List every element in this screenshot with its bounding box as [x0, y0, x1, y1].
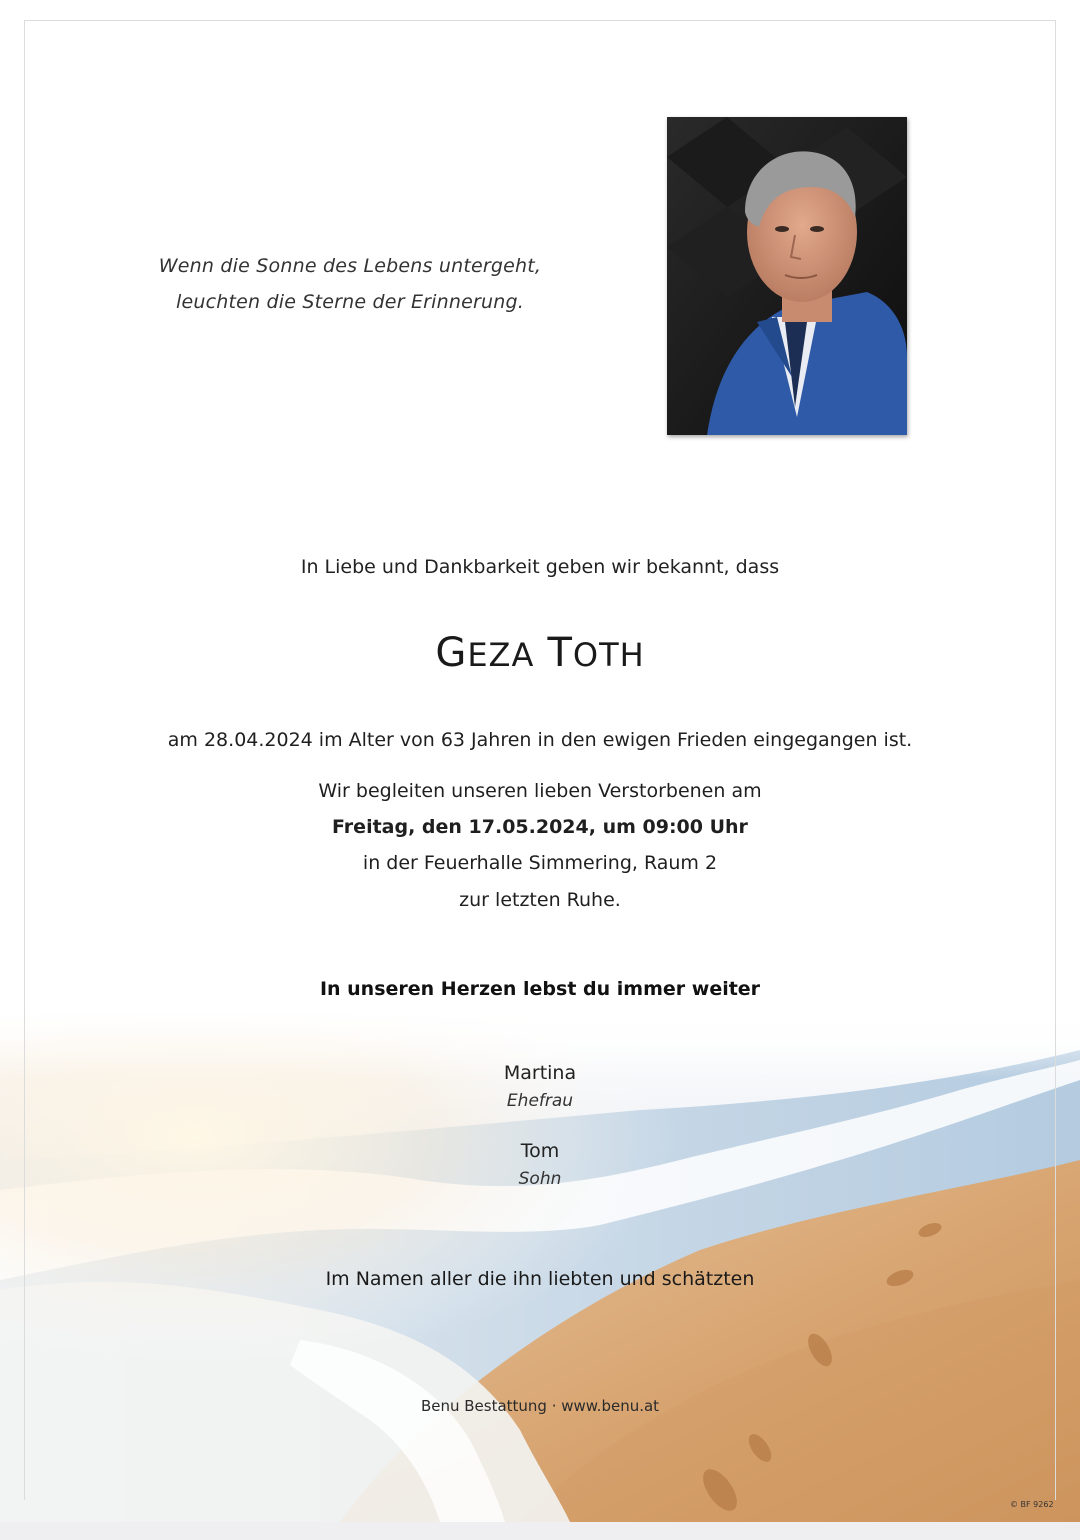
closing-line: Im Namen aller die ihn liebten und schätzten: [325, 1268, 755, 1290]
ceremony-date: Freitag, den 17.05.2024, um 09:00 Uhr: [332, 816, 748, 838]
ceremony-venue: in der Feuerhalle Simmering, Raum 2: [362, 852, 718, 874]
last-name-initial: T: [547, 630, 573, 676]
portrait-photo: [667, 117, 907, 435]
quote-line-2: leuchten die Sterne der Erinnerung.: [175, 291, 525, 313]
image-code: © BF 9262: [1010, 1500, 1054, 1509]
mourner-role: Sohn: [518, 1169, 562, 1189]
death-details: am 28.04.2024 im Alter von 63 Jahren in den ewigen Frieden eingegangen ist.: [167, 729, 913, 751]
bottom-strip: [0, 1522, 1080, 1540]
ceremony-rest: zur letzten Ruhe.: [459, 889, 621, 911]
mourner-name: Tom: [520, 1140, 560, 1162]
first-name-rest: EZA: [467, 636, 535, 674]
announcement-intro: In Liebe und Dankbarkeit geben wir bekannt, dass: [300, 556, 780, 578]
first-name-initial: G: [435, 630, 468, 676]
mourner-name: Martina: [503, 1062, 577, 1084]
memorial-quote: [120, 248, 580, 320]
deceased-name: [0, 630, 1080, 676]
ceremony-intro: Wir begleiten unseren lieben Verstorbenen am: [318, 780, 762, 802]
funeral-home-footer: Benu Bestattung · www.benu.at: [420, 1397, 660, 1415]
mourner-role: Ehefrau: [506, 1091, 574, 1111]
last-name-rest: OTH: [572, 636, 645, 674]
memorial-motto: In unseren Herzen lebst du immer weiter: [319, 978, 761, 1000]
quote-line-1: Wenn die Sonne des Lebens untergeht,: [158, 255, 542, 277]
